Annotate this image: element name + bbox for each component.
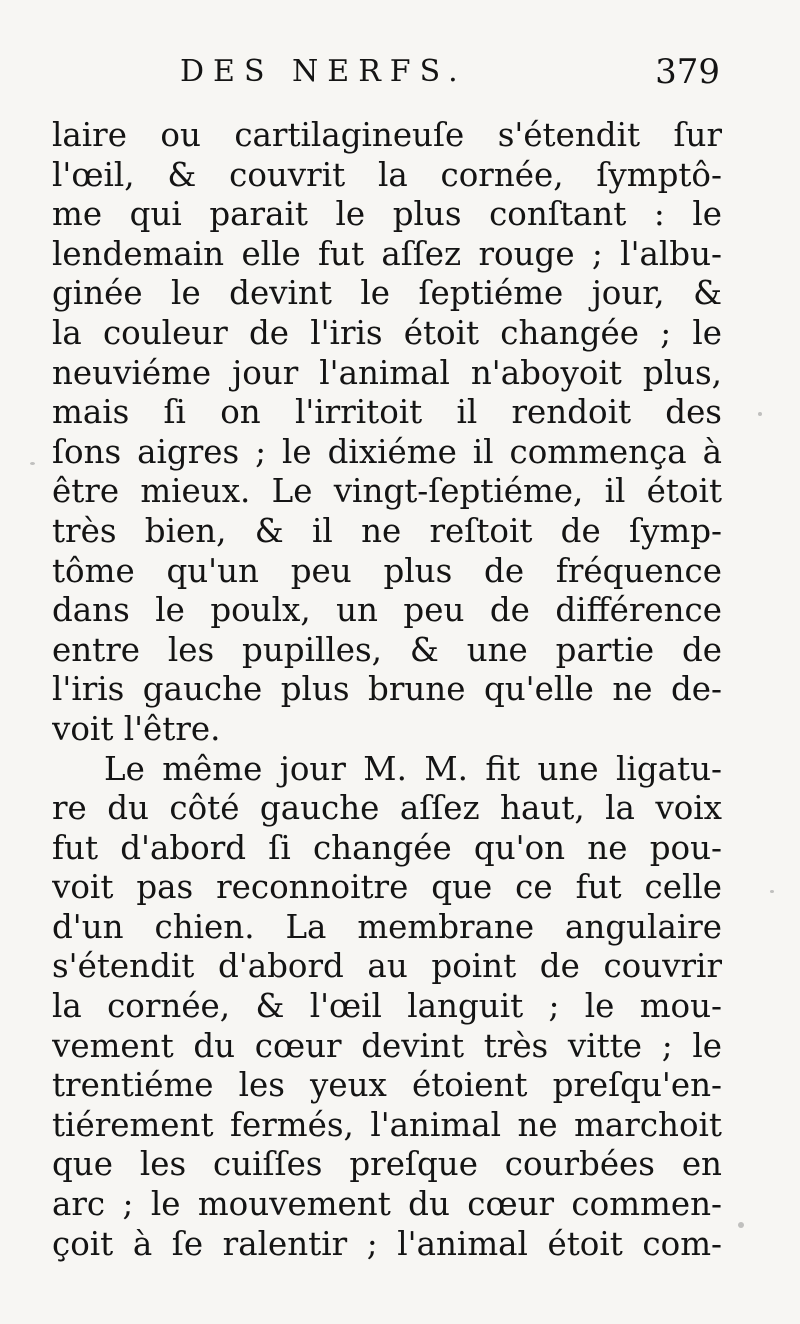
text-line: que les cuiſſes preſque courbées en: [52, 1145, 722, 1184]
text-line: çoit à ſe ralentir ; l'animal étoit com-: [52, 1224, 722, 1263]
text-line: l'iris gauche plus brune qu'elle ne de-: [52, 670, 722, 709]
text-line: être mieux. Le vingt-ſeptiéme, il étoit: [52, 472, 722, 511]
text-line: vement du cœur devint très vitte ; le: [52, 1026, 722, 1065]
text-line: la cornée, & l'œil languit ; le mou-: [52, 987, 722, 1026]
text-line: tiérement fermés, l'animal ne marchoit: [52, 1105, 722, 1144]
body-text: [52, 116, 722, 1264]
paper-speck: [738, 1222, 744, 1228]
text-line: voit pas reconnoitre que ce fut celle: [52, 868, 722, 907]
text-line: d'un chien. La membrane angulaire: [52, 907, 722, 946]
text-line: la couleur de l'iris étoit changée ; le: [52, 313, 722, 352]
text-line: trentiéme les yeux étoient preſqu'en-: [52, 1066, 722, 1105]
text-line: fut d'abord ſi changée qu'on ne pou-: [52, 828, 722, 867]
text-line: lendemain elle fut aſſez rouge ; l'albu-: [52, 234, 722, 273]
text-line: entre les pupilles, & une partie de: [52, 630, 722, 669]
text-line: très bien, & il ne reſtoit de ſymp-: [52, 511, 722, 550]
text-line: s'étendit d'abord au point de couvrir: [52, 947, 722, 986]
text-line: ſons aigres ; le dixiéme il commença à: [52, 432, 722, 471]
text-line: ginée le devint le ſeptiéme jour, &: [52, 274, 722, 313]
text-line: neuviéme jour l'animal n'aboyoit plus,: [52, 353, 722, 392]
text-line: tôme qu'un peu plus de fréquence: [52, 551, 722, 590]
text-line: laire ou cartilagineuſe s'étendit ſur: [52, 116, 722, 154]
text-line: me qui parait le plus conſtant : le: [52, 195, 722, 234]
text-line: mais ſi on l'irritoit il rendoit des: [52, 393, 722, 432]
paper-speck: [770, 890, 774, 893]
text-line: dans le poulx, un peu de différence: [52, 591, 722, 630]
text-line: re du côté gauche aſſez haut, la voix: [52, 789, 722, 828]
text-line: l'œil, & couvrit la cornée, ſymptô-: [52, 155, 722, 194]
text-line: voit l'être.: [52, 709, 221, 748]
text-line: arc ; le mouvement du cœur commen-: [52, 1185, 722, 1224]
paper-speck: [758, 412, 762, 416]
text-line: Le même jour M. M. fit une ligatu-: [104, 749, 722, 788]
page-header: [0, 48, 800, 104]
running-head: DES NERFS.: [180, 54, 467, 89]
page-number: 379: [655, 52, 720, 92]
paper-speck: [30, 462, 35, 465]
